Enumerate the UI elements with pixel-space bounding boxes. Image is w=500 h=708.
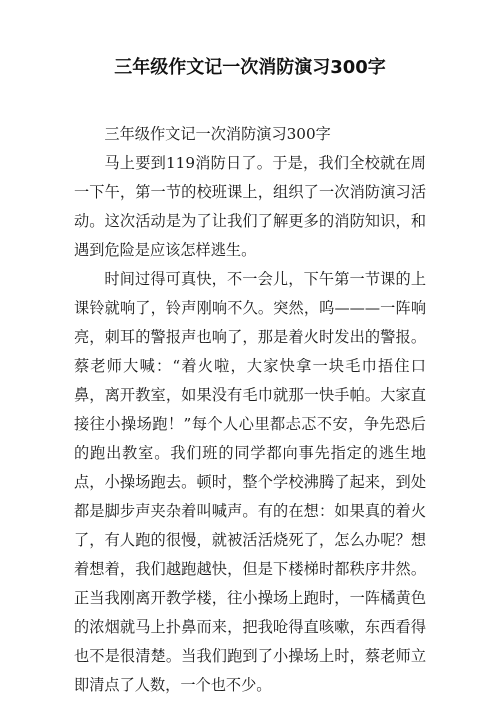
- paragraph-subtitle: 三年级作文记一次消防演习300字: [104, 125, 331, 143]
- document-title: 三年级作文记一次消防演习300字: [114, 57, 386, 78]
- paragraph-drill: 时间过得可真快，不一会儿，下午第一节课的上课铃就响了，铃声刚响不久。突然，呜———一阵响亮，刺耳的警报声也响了，那是着火时发出的警报。蔡老师大喊：“着火啦，大家快拿一块毛巾捂住口鼻，离开教室，如果没有毛巾就那一快手帕。大家直接往小操场跑！”每个人心里都忐忑不安，争先恐后的跑出教室。我们班的同学都向事先指定的逃生地点，小操场跑去。顿时，整个学校沸腾了起来，到处都是脚步声夹杂着叫喊声。有的在想：如果真的着火了，有人跑的很慢，就被活活烧死了，怎么办呢？想着想着，我们越跑越快，但是下楼梯时都秩序井然。正当我刚离开教学楼，往小操场上跑时，一阵橘黄色的浓烟就马上扑鼻而来，把我呛得直咳嗽，东西看得也不是很清楚。当我们跑到了小操场上时，蔡老师立即清点了人数，一个也不少。: [74, 270, 426, 694]
- document-body: [74, 120, 426, 700]
- paragraph-intro: 马上要到119消防日了。于是，我们全校就在周一下午，第一节的校班课上，组织了一次消防演习活动。这次活动是为了让我们了解更多的消防知识，和遇到危险是应该怎样逃生。: [74, 154, 426, 259]
